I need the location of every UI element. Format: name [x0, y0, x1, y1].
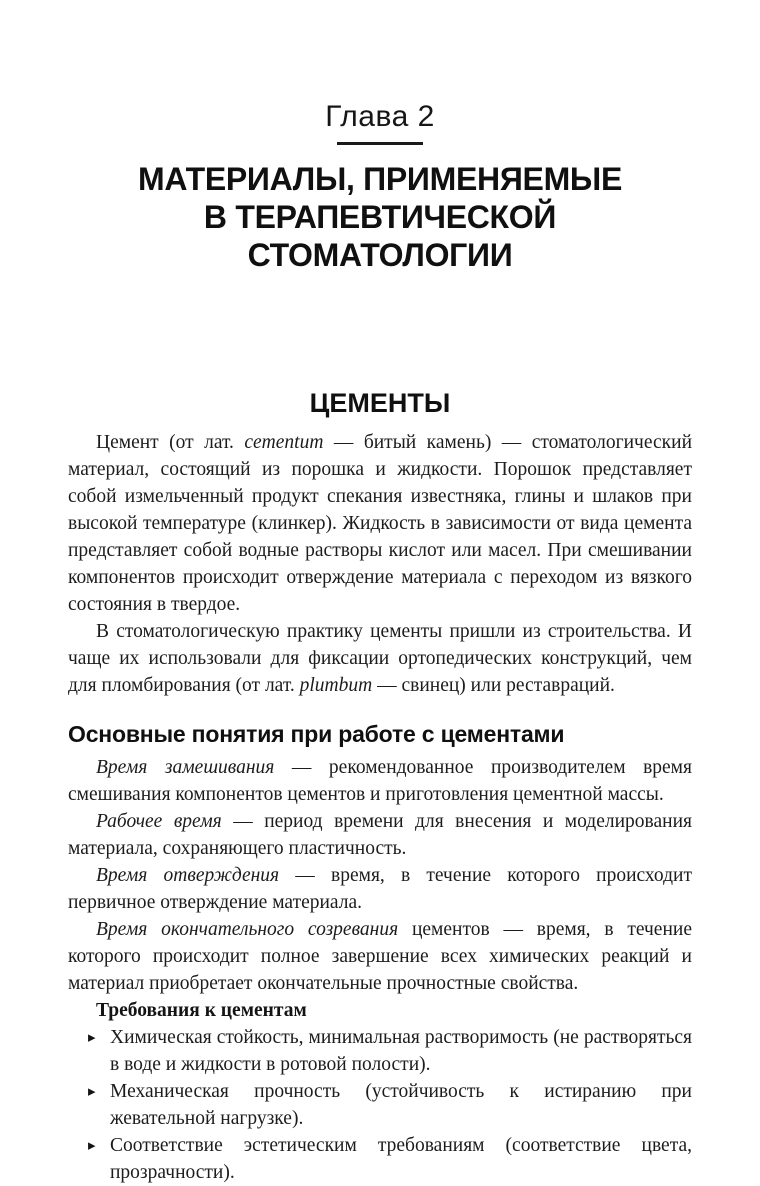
paragraph	[68, 916, 692, 997]
intro-paragraphs	[68, 429, 692, 699]
italic-text-run: plumbum	[299, 674, 373, 696]
text-run: — битый камень) — стоматологический материал, состоящий из порошка и жидкости. Порошок представляет собой измельченный продукт спекания известняка, глины и шлаков при высокой температуре (клинкер). Жидкость в зависимости от вида цемента представляет собой водные растворы кислот или масел. При смешивании компонентов происходит отверждение материала с переходом из вязкого состояния в твердое.	[68, 431, 692, 615]
text-run: Цемент (от лат.	[96, 431, 245, 453]
chapter-label: Глава 2	[325, 100, 435, 133]
paragraph	[68, 429, 692, 618]
italic-text-run: Время отверждения	[96, 865, 280, 887]
requirement-item	[68, 1078, 692, 1132]
requirement-item	[68, 1024, 692, 1078]
paragraph	[68, 862, 692, 916]
chapter-title-line1: МАТЕРИАЛЫ, ПРИМЕНЯЕМЫЕ	[138, 161, 622, 197]
text-run: — рекомендованное производителем время смешивания компонентов цементов и приготовления цементной массы.	[68, 757, 692, 806]
requirement-item	[68, 1132, 692, 1186]
text-run: — период времени для внесения и моделирования материала, сохраняющего пластичность.	[68, 811, 692, 860]
paragraph	[68, 808, 692, 862]
text-run: — время, в течение которого происходит первичное отверждение материала.	[68, 865, 692, 914]
chapter-rule-divider	[337, 142, 423, 145]
bullet-triangle-icon: ▸	[88, 1028, 96, 1047]
requirement-text: Соответствие эстетическим требованиям (соответствие цвета, прозрачности).	[110, 1135, 692, 1184]
requirements-heading: Требования к цементам	[96, 1000, 307, 1022]
paragraph	[68, 618, 692, 699]
requirement-text: Химическая стойкость, минимальная растворимость (не растворяться в воде и жидкости в ротовой полости).	[110, 1027, 692, 1076]
text-run: цементов — время, в течение которого происходит полное завершение всех химических реакций и материал приобретает окончательные прочностные свойства.	[68, 919, 692, 995]
subsection-title-basic-concepts: Основные понятия при работе с цементами	[68, 720, 565, 747]
italic-text-run: cementum	[244, 431, 324, 453]
section-title-cements: ЦЕМЕНТЫ	[309, 388, 451, 419]
term-definition-paragraphs	[68, 754, 692, 997]
bullet-triangle-icon: ▸	[88, 1136, 96, 1155]
chapter-title-line2: В ТЕРАПЕВТИЧЕСКОЙ СТОМАТОЛОГИИ	[203, 198, 557, 273]
text-run: В стоматологическую практику цементы пришли из строительства. И чаще их использовали для фиксации ортопедических конструкций, чем для пломбирования (от лат.	[68, 620, 692, 696]
text-run: — свинец) или реставраций.	[372, 674, 615, 696]
italic-text-run: Время замешивания	[96, 757, 275, 779]
paragraph	[68, 754, 692, 808]
italic-text-run: Рабочее время	[96, 811, 222, 833]
requirements-list	[68, 1024, 692, 1186]
requirement-text: Механическая прочность (устойчивость к истиранию при жевательной нагрузке).	[110, 1081, 692, 1130]
bullet-triangle-icon: ▸	[88, 1082, 96, 1101]
book-page	[0, 100, 760, 1184]
chapter-title	[68, 161, 692, 274]
italic-text-run: Время окончательного созревания	[96, 919, 399, 941]
